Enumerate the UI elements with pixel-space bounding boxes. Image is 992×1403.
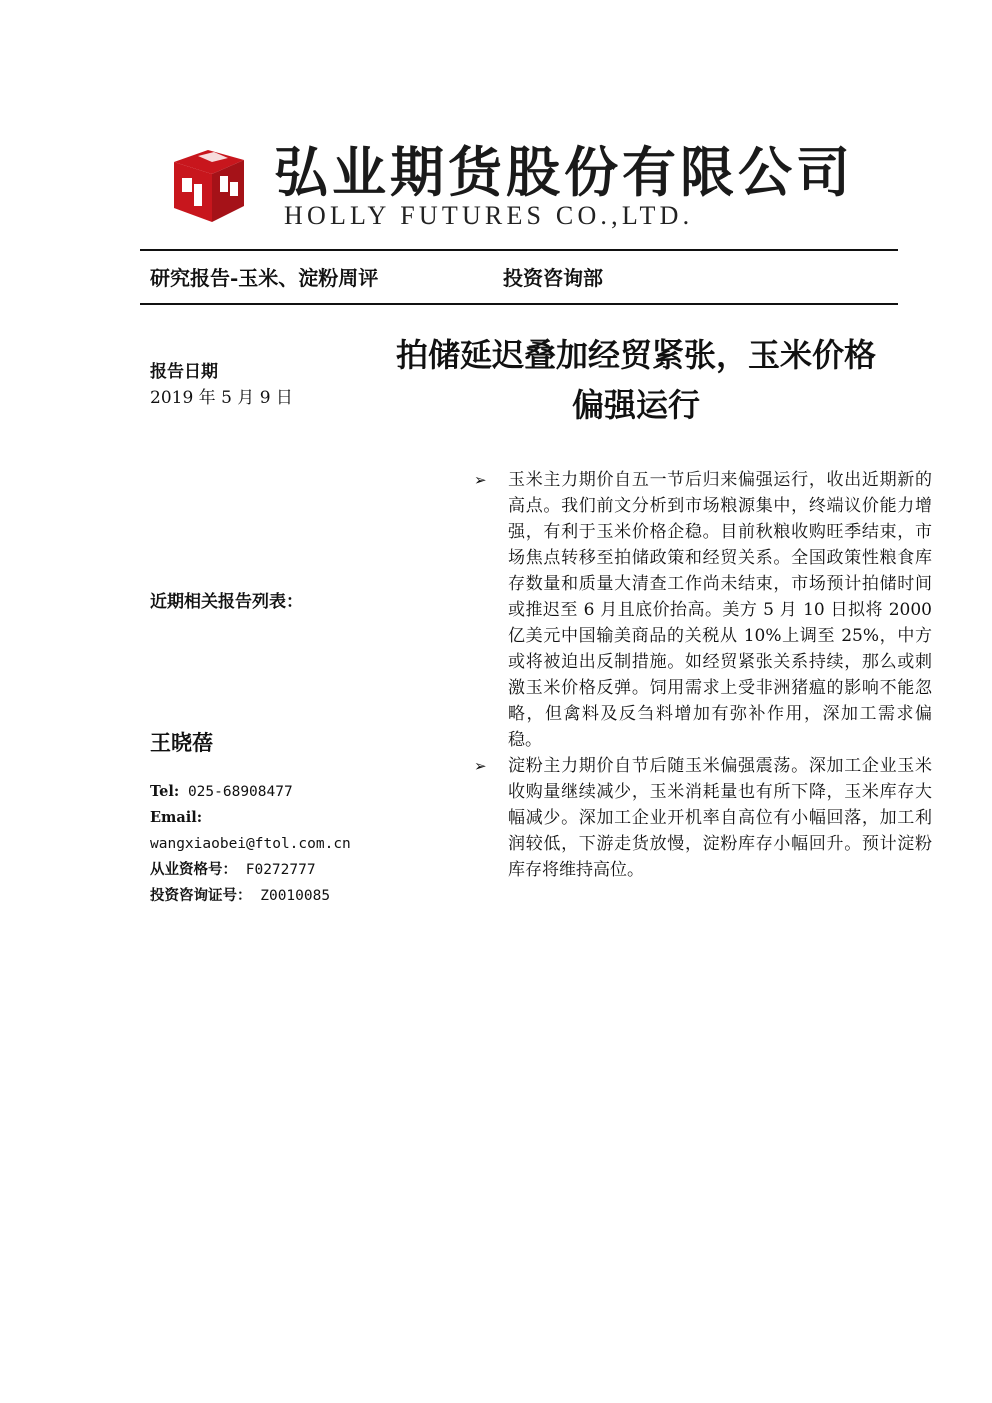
company-logo [168,140,854,232]
consult-row [150,883,450,909]
email-value-row [150,831,450,857]
company-name-cn: 弘业期货股份有限公司 [274,140,854,204]
summary-bullet-text: 淀粉主力期价自节后随玉米偏强震荡。深加工企业玉米收购量继续减少，玉米消耗量也有所下降，玉米库存大幅减少。深加工企业开机率自高位有小幅回落，加工利润较低，下游走货放慢，淀粉库存小幅回升。预计淀粉库存将维持高位。 [508,756,932,880]
qualification-label: 从业资格号： [150,861,237,878]
email-value: wangxiaobei@ftol.com.cn [150,836,351,852]
related-reports-label: 近期相关报告列表： [150,592,303,612]
report-date-value: 2019 年 5 月 9 日 [150,388,293,408]
tel-label: Tel: [150,783,180,800]
qualification-row [150,857,450,883]
qualification-value: F0272777 [245,862,316,878]
author-contact [150,779,450,909]
summary-bullet-text: 玉米主力期价自五一节后归来偏强运行，收出近期新的高点。我们前文分析到市场粮源集中，终端议价能力增强，有利于玉米价格企稳。目前秋粮收购旺季结束，市场焦点转移至拍储政策和经贸关系。全国政策性粮食库存数量和质量大清查工作尚未结束，市场预计拍储时间或推迟至 6 月且底价抬高。美方 5 月 10 日拟将 2000 亿美元中国输美商品的关税从 10%上调至 25%，中方或将被迫出反制措施。如经贸紧张关系持续，那么或刺激玉米价格反弹。饲用需求上受非洲猪瘟的影响不能忽略，但禽料及反刍料增加有弥补作用，深加工需求偏稳。 [508,470,932,750]
consult-value: Z0010085 [260,888,331,904]
tel-value: 025-68908477 [187,784,293,800]
company-name-en: HOLLY FUTURES CO.,LTD. [284,201,694,230]
report-title-line-2: 偏强运行 [571,386,700,424]
report-type: 研究报告-玉米、淀粉周评 [150,266,379,290]
header-bottom-rule [140,303,898,305]
arrow-bullet-icon: ➢ [474,471,487,489]
header-top-rule [140,249,898,251]
summary-bullet-starch [470,753,932,883]
email-label: Email: [150,809,203,826]
department: 投资咨询部 [503,266,603,290]
arrow-bullet-icon: ➢ [474,757,487,775]
company-logo-mark [168,144,250,226]
report-title-line-1: 拍储延迟叠加经贸紧张，玉米价格 [395,336,876,374]
report-date-label: 报告日期 [150,362,218,382]
author-name: 王晓蓓 [150,730,213,755]
summary-bullets [470,467,932,883]
tel-row [150,779,450,805]
summary-bullet-corn [470,467,932,753]
consult-label: 投资咨询证号： [150,887,252,904]
email-row [150,805,450,831]
